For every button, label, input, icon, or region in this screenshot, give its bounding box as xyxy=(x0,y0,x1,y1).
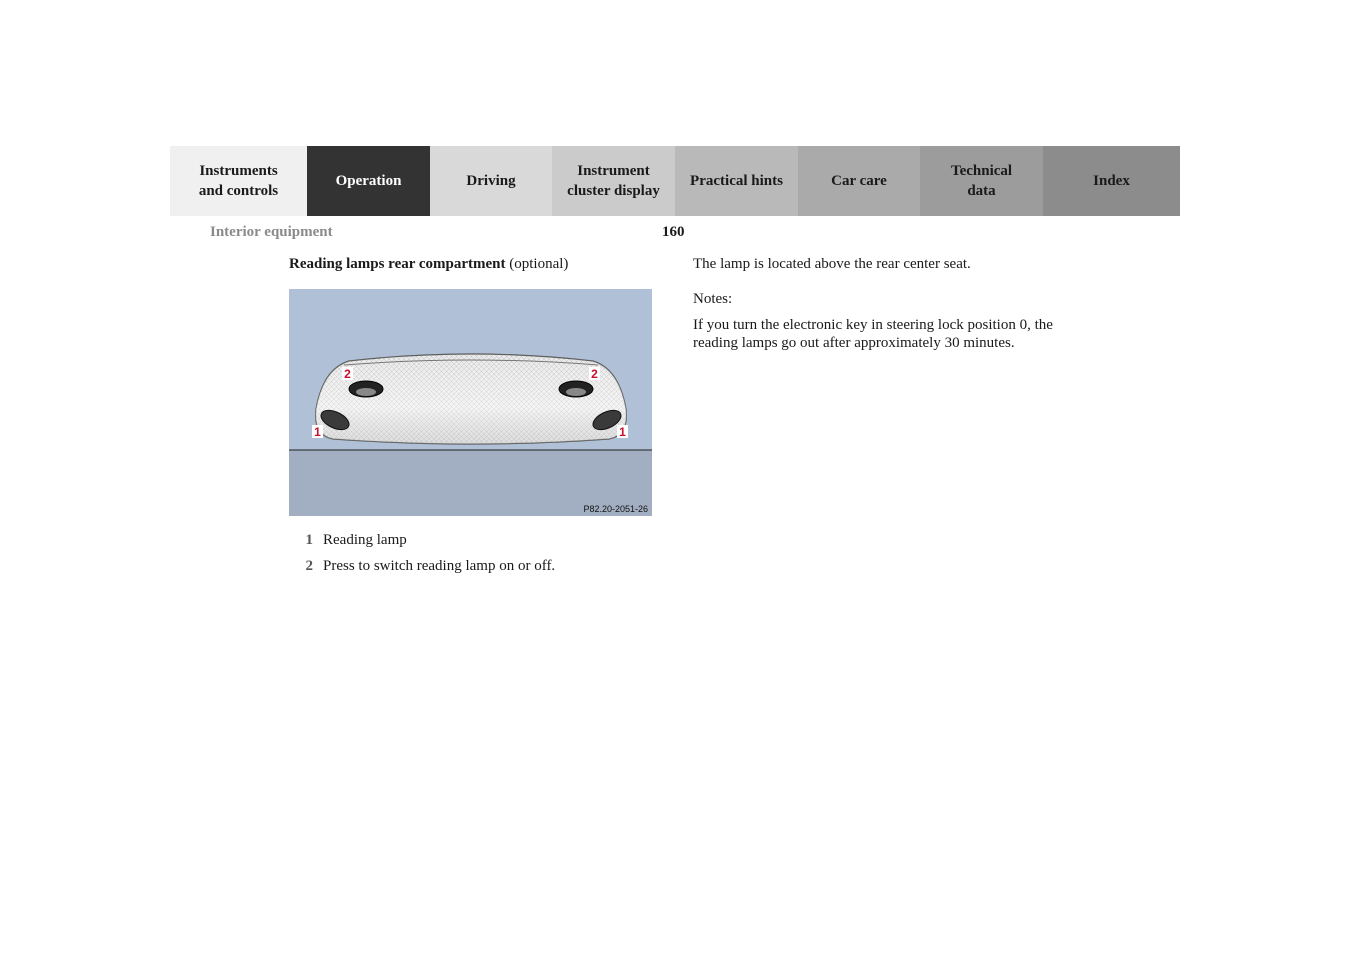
tab-label-line1: Operation xyxy=(335,173,402,189)
figure-legend xyxy=(289,531,555,583)
legend-text: Reading lamp xyxy=(323,532,407,548)
svg-text:1: 1 xyxy=(314,425,321,439)
tab-index[interactable] xyxy=(1043,146,1180,216)
notes-label: Notes: xyxy=(693,290,733,307)
legend-number: 2 xyxy=(305,558,313,574)
svg-text:2: 2 xyxy=(344,367,351,381)
section-heading xyxy=(289,256,568,273)
legend-item xyxy=(289,531,555,549)
callout-2-left xyxy=(342,367,353,381)
legend-text: Press to switch reading lamp on or off. xyxy=(323,558,556,574)
tab-instruments-and-controls[interactable] xyxy=(170,146,307,216)
tab-label-line1: Instruments xyxy=(199,163,278,179)
lamp-switch-left-face xyxy=(356,388,376,396)
callout-2-right xyxy=(589,367,600,381)
section-title: Interior equipment xyxy=(210,224,333,240)
tab-label-line2: data xyxy=(967,183,996,199)
lamp-switch-right-face xyxy=(566,388,586,396)
tab-label-line1: Index xyxy=(1093,173,1130,189)
figure-code: P82.20-2051-26 xyxy=(583,504,648,514)
right-column xyxy=(693,256,1073,369)
svg-text:2: 2 xyxy=(591,367,598,381)
tab-label-line2: cluster display xyxy=(567,183,660,199)
notes-text: If you turn the electronic key in steering lock position 0, the reading lamps go out after approximately 30 minutes. xyxy=(693,317,1053,351)
tab-practical-hints[interactable] xyxy=(675,146,798,216)
tab-operation[interactable] xyxy=(307,146,430,216)
tab-label-line1: Car care xyxy=(831,173,887,189)
page-number: 160 xyxy=(662,224,685,240)
tab-label-line2: and controls xyxy=(198,183,279,199)
tab-technical-data[interactable] xyxy=(920,146,1043,216)
tab-label-line1: Practical hints xyxy=(690,173,783,189)
legend-item xyxy=(289,557,555,575)
tab-car-care[interactable] xyxy=(798,146,920,216)
chapter-nav xyxy=(170,146,1180,216)
callout-1-left xyxy=(312,425,323,439)
lamp-housing-shading xyxy=(316,354,627,444)
reading-lamp-illustration xyxy=(289,289,652,516)
tab-label-line1: Driving xyxy=(466,173,516,189)
tab-instrument-cluster-display[interactable] xyxy=(552,146,675,216)
callout-1-right xyxy=(617,425,628,439)
svg-text:1: 1 xyxy=(619,425,626,439)
intro-text: The lamp is located above the rear center seat. xyxy=(693,256,971,272)
tab-label-line1: Instrument xyxy=(577,163,650,179)
heading-suffix: (optional) xyxy=(509,256,569,272)
tab-driving[interactable] xyxy=(430,146,552,216)
tab-label-line1: Technical xyxy=(950,163,1013,179)
heading-bold: Reading lamps rear compartment xyxy=(289,256,506,272)
legend-number: 1 xyxy=(305,532,313,548)
